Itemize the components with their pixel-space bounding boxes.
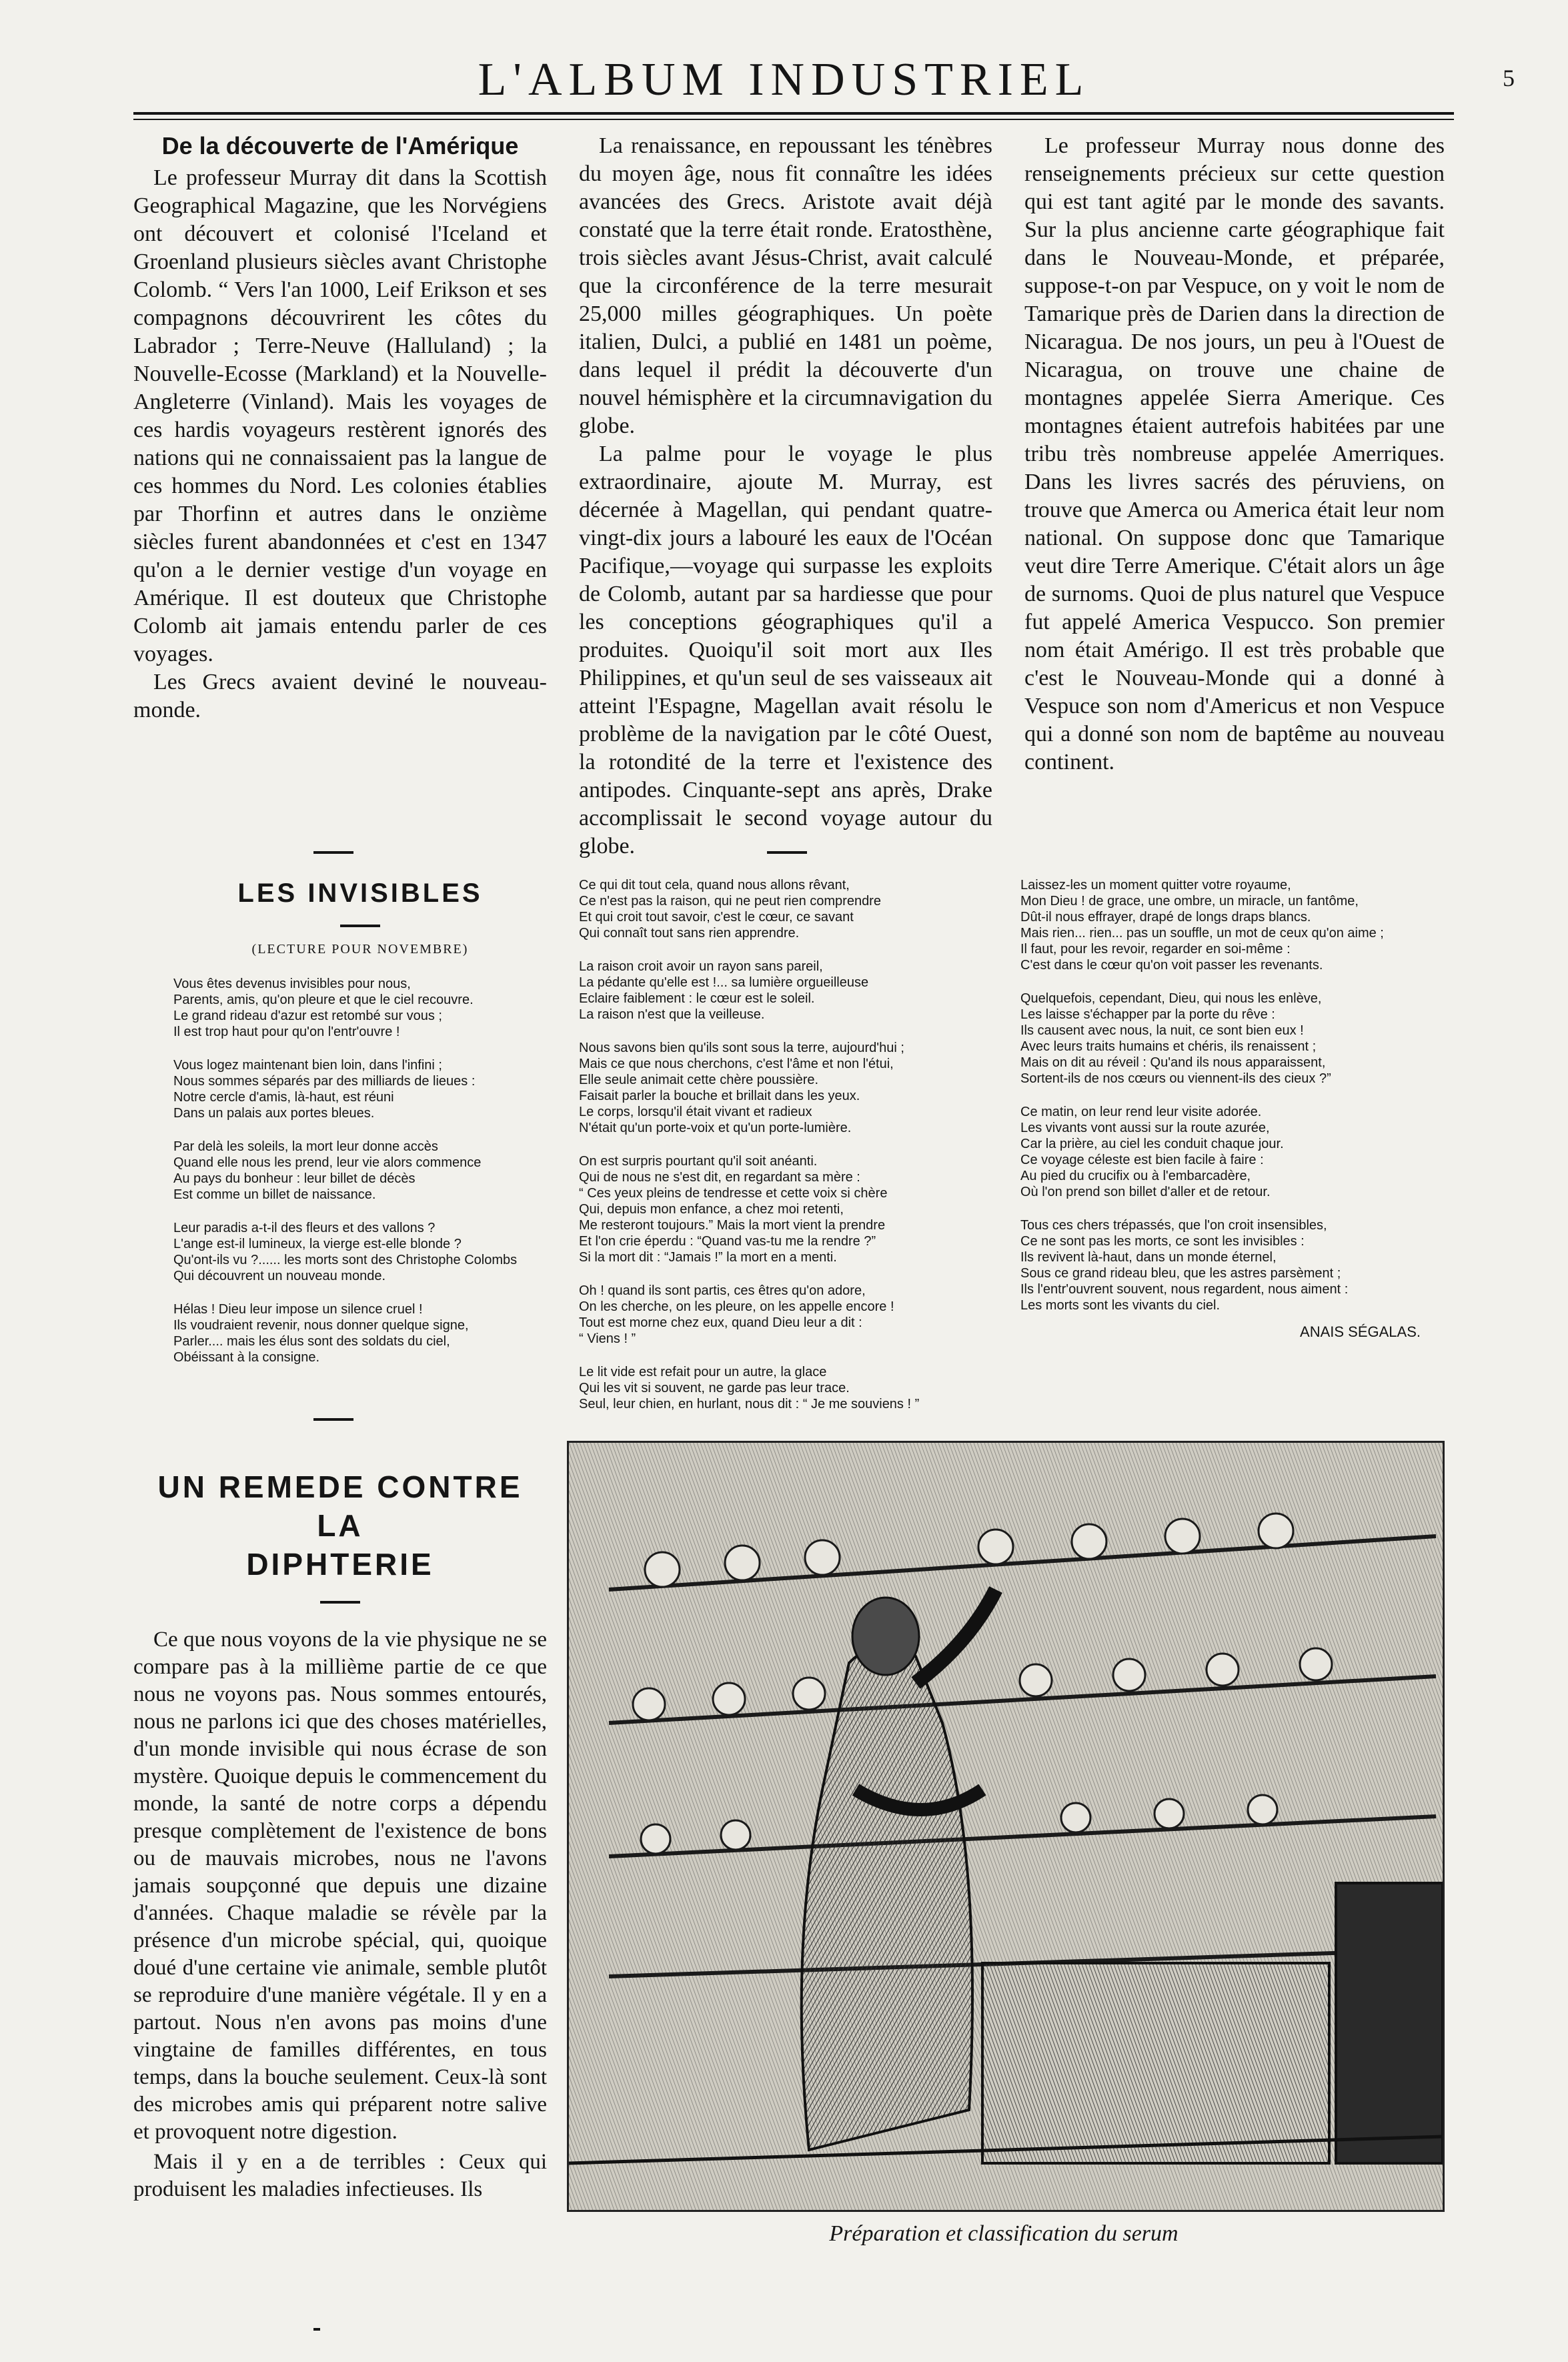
- poem-stanza: Nous savons bien qu'ils sont sous la terre, aujourd'hui ; Mais ce que nous cherchons, c'est l'âme et non l'étui, Elle seule animait cette chère poussière. Faisait parler la bouche et brillait dans les yeux. Le corps, lorsqu'il était vivant et radieux N'était qu'un porte-voix et qu'un porte-lumière.: [579, 1041, 904, 1135]
- engraving-drawing: [569, 1443, 1443, 2210]
- poem-stanza: Vous logez maintenant bien loin, dans l'infini ; Nous sommes séparés par des milliards de lieues : Notre cercle d'amis, là-haut, est réuni Dans un palais aux portes bleues.: [173, 1058, 476, 1121]
- title-rule: [320, 1601, 360, 1604]
- article-paragraph: Le professeur Murray dit dans la Scottish Geographical Magazine, que les Norvégiens ont découvert et colonisé l'Iceland et Groenland plusieurs siècles avant Christophe Colomb. “ Vers l'an 1000, Leif Erikson et ses compagnons découvrirent les côtes du Labrador ; Terre-Neuve (Halluland) ; la Nouvelle-Ecosse (Markland) et la Nouvelle-Angleterre (Vinland). Mais les voyages de ces hardis voyageurs restèrent ignorés des nations qui ne connaissaient pas la langue de ces hommes du Nord. Les colonies établies par Thorfinn et autres dans le onzième siècles furent abandonnées et c'est en 1347 qu'on a le dernier vestige d'un voyage en Amérique. Il est douteux que Christophe Colomb ait jamais entendu parler de ces voyages.: [133, 165, 547, 666]
- poem-stanza: La raison croit avoir un rayon sans pareil, La pédante qu'elle est !... sa lumière orgueilleuse Eclaire faiblement : le cœur est le soleil. La raison n'est que la veilleuse.: [579, 959, 869, 1022]
- article-col-3: [1024, 132, 1445, 776]
- poem-col-1: [173, 874, 547, 1383]
- article-col-2: [579, 132, 992, 860]
- poem-stanza: Vous êtes devenus invisibles pour nous, Parents, amis, qu'on pleure et que le ciel recouvre. Le grand rideau d'azur est retombé sur vous ; Il est trop haut pour qu'on l'entr'ouvre !: [173, 977, 474, 1039]
- article-col-1: [133, 132, 547, 724]
- masthead-title: L'ALBUM INDUSTRIEL: [478, 54, 1090, 105]
- poem-stanza: Ce matin, on leur rend leur visite adorée. Les vivants vont aussi sur la route azurée, Car la prière, au ciel les conduit chaque jour. Ce voyage céleste est bien facile à faire : Au pied du crucifix ou à l'embarcadère, Où l'on prend son billet d'aller et de retour.: [1020, 1105, 1284, 1199]
- poem-stanza: Laissez-les un moment quitter votre royaume, Mon Dieu ! de grace, une ombre, un miracle, un fantôme, Dût-il nous effrayer, drapé de longs draps blancs. Mais rien... rien... pas un souffle, un mot de ceux qu'on aime ; Il faut, pour les revoir, regarder en soi-même : C'est dans le cœur qu'on voit passer les revenants.: [1020, 878, 1384, 973]
- page-number: 5: [1503, 65, 1515, 91]
- article-paragraph: Mais il y en a de terribles : Ceux qui produisent les maladies infectieuses. Ils: [133, 2150, 547, 2201]
- poem-title: LES INVISIBLES: [237, 878, 483, 908]
- section-separator: [313, 2328, 320, 2331]
- article-heading: De la découverte de l'Amérique: [161, 132, 519, 159]
- poem-col-3: [1020, 877, 1421, 1340]
- title-rule: [340, 925, 380, 927]
- section-separator: [313, 851, 353, 854]
- poem-subtitle: (LECTURE POUR NOVEMBRE): [251, 942, 469, 957]
- poem-stanza: Ce qui dit tout cela, quand nous allons rêvant, Ce n'est pas la raison, qui ne peut rien comprendre Et qui croit tout savoir, c'est le cœur, ce savant Qui connaît tout sans rien apprendre.: [579, 878, 881, 941]
- poem-stanza: On est surpris pourtant qu'il soit anéanti. Qui de nous ne s'est dit, en regardant sa mère : “ Ces yeux pleins de tendresse et cette voix si chère Qui, depuis mon enfance, a chez moi retenti, Me resteront toujours.” Mais la mort vient la prendre Et l'on crie éperdu : “Quand vas-tu me la rendre ?” Si la mort dit : “Jamais !” la mort en a menti.: [579, 1154, 888, 1265]
- header-rule-thin: [133, 119, 1454, 120]
- poem-stanza: Quelquefois, cependant, Dieu, qui nous les enlève, Les laisse s'échapper par la porte du rêve : Ils causent avec nous, la nuit, ce sont bien eux ! Avec leurs traits humains et chéris, ils renaissent ; Mais on dit au réveil : Qu'and ils nous apparaissent, Sortent-ils de nos cœurs ou viennent-ils des cieux ?”: [1020, 991, 1331, 1086]
- poem-stanza: Hélas ! Dieu leur impose un silence cruel ! Ils voudraient revenir, nous donner quelque signe, Parler.... mais les élus sont des soldats du ciel, Obéissant à la consigne.: [173, 1302, 469, 1365]
- section-separator: [313, 1418, 353, 1421]
- poem-stanza: Le lit vide est refait pour un autre, la glace Qui les vit si souvent, ne garde pas leur trace. Seul, leur chien, en hurlant, nous dit : “ Je me souviens ! ”: [579, 1365, 920, 1411]
- remede-title-line-1: UN REMEDE CONTRE LA: [157, 1469, 523, 1543]
- laboratory-illustration: [567, 1441, 1445, 2212]
- article-paragraph: La palme pour le voyage le plus extraordinaire, ajoute M. Murray, est décernée à Magellan, qui pendant quatre-vingt-dix jours a labouré les eaux de l'Océan Pacifique,—voyage qui surpasse les exploits de Colomb, autant par sa hardiesse que pour les conceptions géographiques qu'il a produites. Quoiqu'il soit mort aux Iles Philippines, et qu'un seul de ses vaisseaux ait atteint l'Espagne, Magellan avait résolu le problème de la navigation par le côté Ouest, la rotondité de la terre et l'existence des antipodes. Cinquante-sept ans après, Drake accomplissait le second voyage autour du globe.: [579, 442, 992, 858]
- poem-stanza: Leur paradis a-t-il des fleurs et des vallons ? L'ange est-il lumineux, la vierge est-elle blonde ? Qu'ont-ils vu ?...... les morts sont des Christophe Colombs Qui découvrent un nouveau monde.: [173, 1221, 518, 1283]
- poem-col-2: [579, 877, 966, 1429]
- section-separator: [767, 851, 807, 854]
- header-rule: [133, 112, 1454, 115]
- remede-article: [133, 1467, 547, 2203]
- illustration-caption: Préparation et classification du serum: [829, 2221, 1179, 2246]
- poem-stanza: Oh ! quand ils sont partis, ces êtres qu'on adore, On les cherche, on les pleure, on les appelle encore ! Tout est morne chez eux, quand Dieu leur a dit : “ Viens ! ”: [579, 1283, 894, 1346]
- article-paragraph: Ce que nous voyons de la vie physique ne se compare pas à la millième partie de ce que nous ne voyons pas. Nous sommes entourés, nous ne parlons ici que des choses matérielles, d'un monde invisible qui nous écrase de son mystère. Quoique depuis le commencement du monde, la santé de notre corps a dépendu presque complètement de l'existence de bons ou de mauvais microbes, nous ne l'avons jamais soupçonné que depuis une dizaine d'années. Chaque maladie se révèle par la présence d'un microbe spécial, qui, quoique doué d'une certaine vie animale, semble plutôt se reproduire d'une manière végétale. Il y en a partout. Nous n'en avons pas moins d'une vingtaine de familles différentes, en tous temps, dans la bouche seulement. Ceux-là sont des microbes amis qui préparent notre salive et provoquent notre digestion.: [133, 1628, 547, 2144]
- poem-stanza: Tous ces chers trépassés, que l'on croit insensibles, Ce ne sont pas les morts, ce sont les invisibles : Ils revivent là-haut, dans un monde éternel, Sous ce grand rideau bleu, que les astres parsèment ; Ils l'entr'ouvrent souvent, nous regardent, nous aiment : Les morts sont les vivants du ciel.: [1020, 1218, 1349, 1313]
- poem-author: ANAIS SÉGALAS.: [1300, 1323, 1421, 1340]
- poem-stanza: Par delà les soleils, la mort leur donne accès Quand elle nous les prend, leur vie alors commence Au pays du bonheur : leur billet de décès Est comme un billet de naissance.: [173, 1139, 482, 1202]
- article-paragraph: Les Grecs avaient deviné le nouveau-monde.: [133, 670, 547, 722]
- article-paragraph: La renaissance, en repoussant les ténèbres du moyen âge, nous fit connaître les idées avancées des Grecs. Aristote avait déjà constaté que la terre était ronde. Eratosthène, trois siècles avant Jésus-Christ, avait calculé que la circonférence de la terre mesurait 25,000 milles géographiques. Un poète italien, Dulci, a publié en 1481 un poème, dans lequel il prédit la découverte d'un nouvel hémisphère et la circumnavigation du globe.: [579, 133, 992, 438]
- article-paragraph: Le professeur Murray nous donne des renseignements précieux sur cette question qui est tant agité par le monde des savants. Sur la plus ancienne carte géographique fait dans le Nouveau-Monde, et préparée, suppose-t-on par Vespuce, on y voit le nom de Tamarique près de Darien dans la direction de Nicaragua. De nos jours, un peu à l'Ouest de Nicaragua, on trouve une chaine de montagnes appelée Sierra Amerique. Ces montagnes étaient autrefois habitées par une tribu très nombreuse appelée Amerriques. Dans les livres sacrés des péruviens, on trouve que Amerca ou America était leur nom national. On suppose donc que Tamarique veut dire Terre Amerique. C'était alors un âge de surnoms. Quoi de plus naturel que Vespuce fut appelé America Vespucco. Son premier nom était Amérigo. Il est très probable que c'est le Nouveau-Monde qui a donné à Vespuce son nom d'Americus et non Vespuce qui a donné son nom de baptême au nouveau continent.: [1024, 133, 1445, 774]
- remede-title-line-2: DIPHTERIE: [246, 1547, 434, 1582]
